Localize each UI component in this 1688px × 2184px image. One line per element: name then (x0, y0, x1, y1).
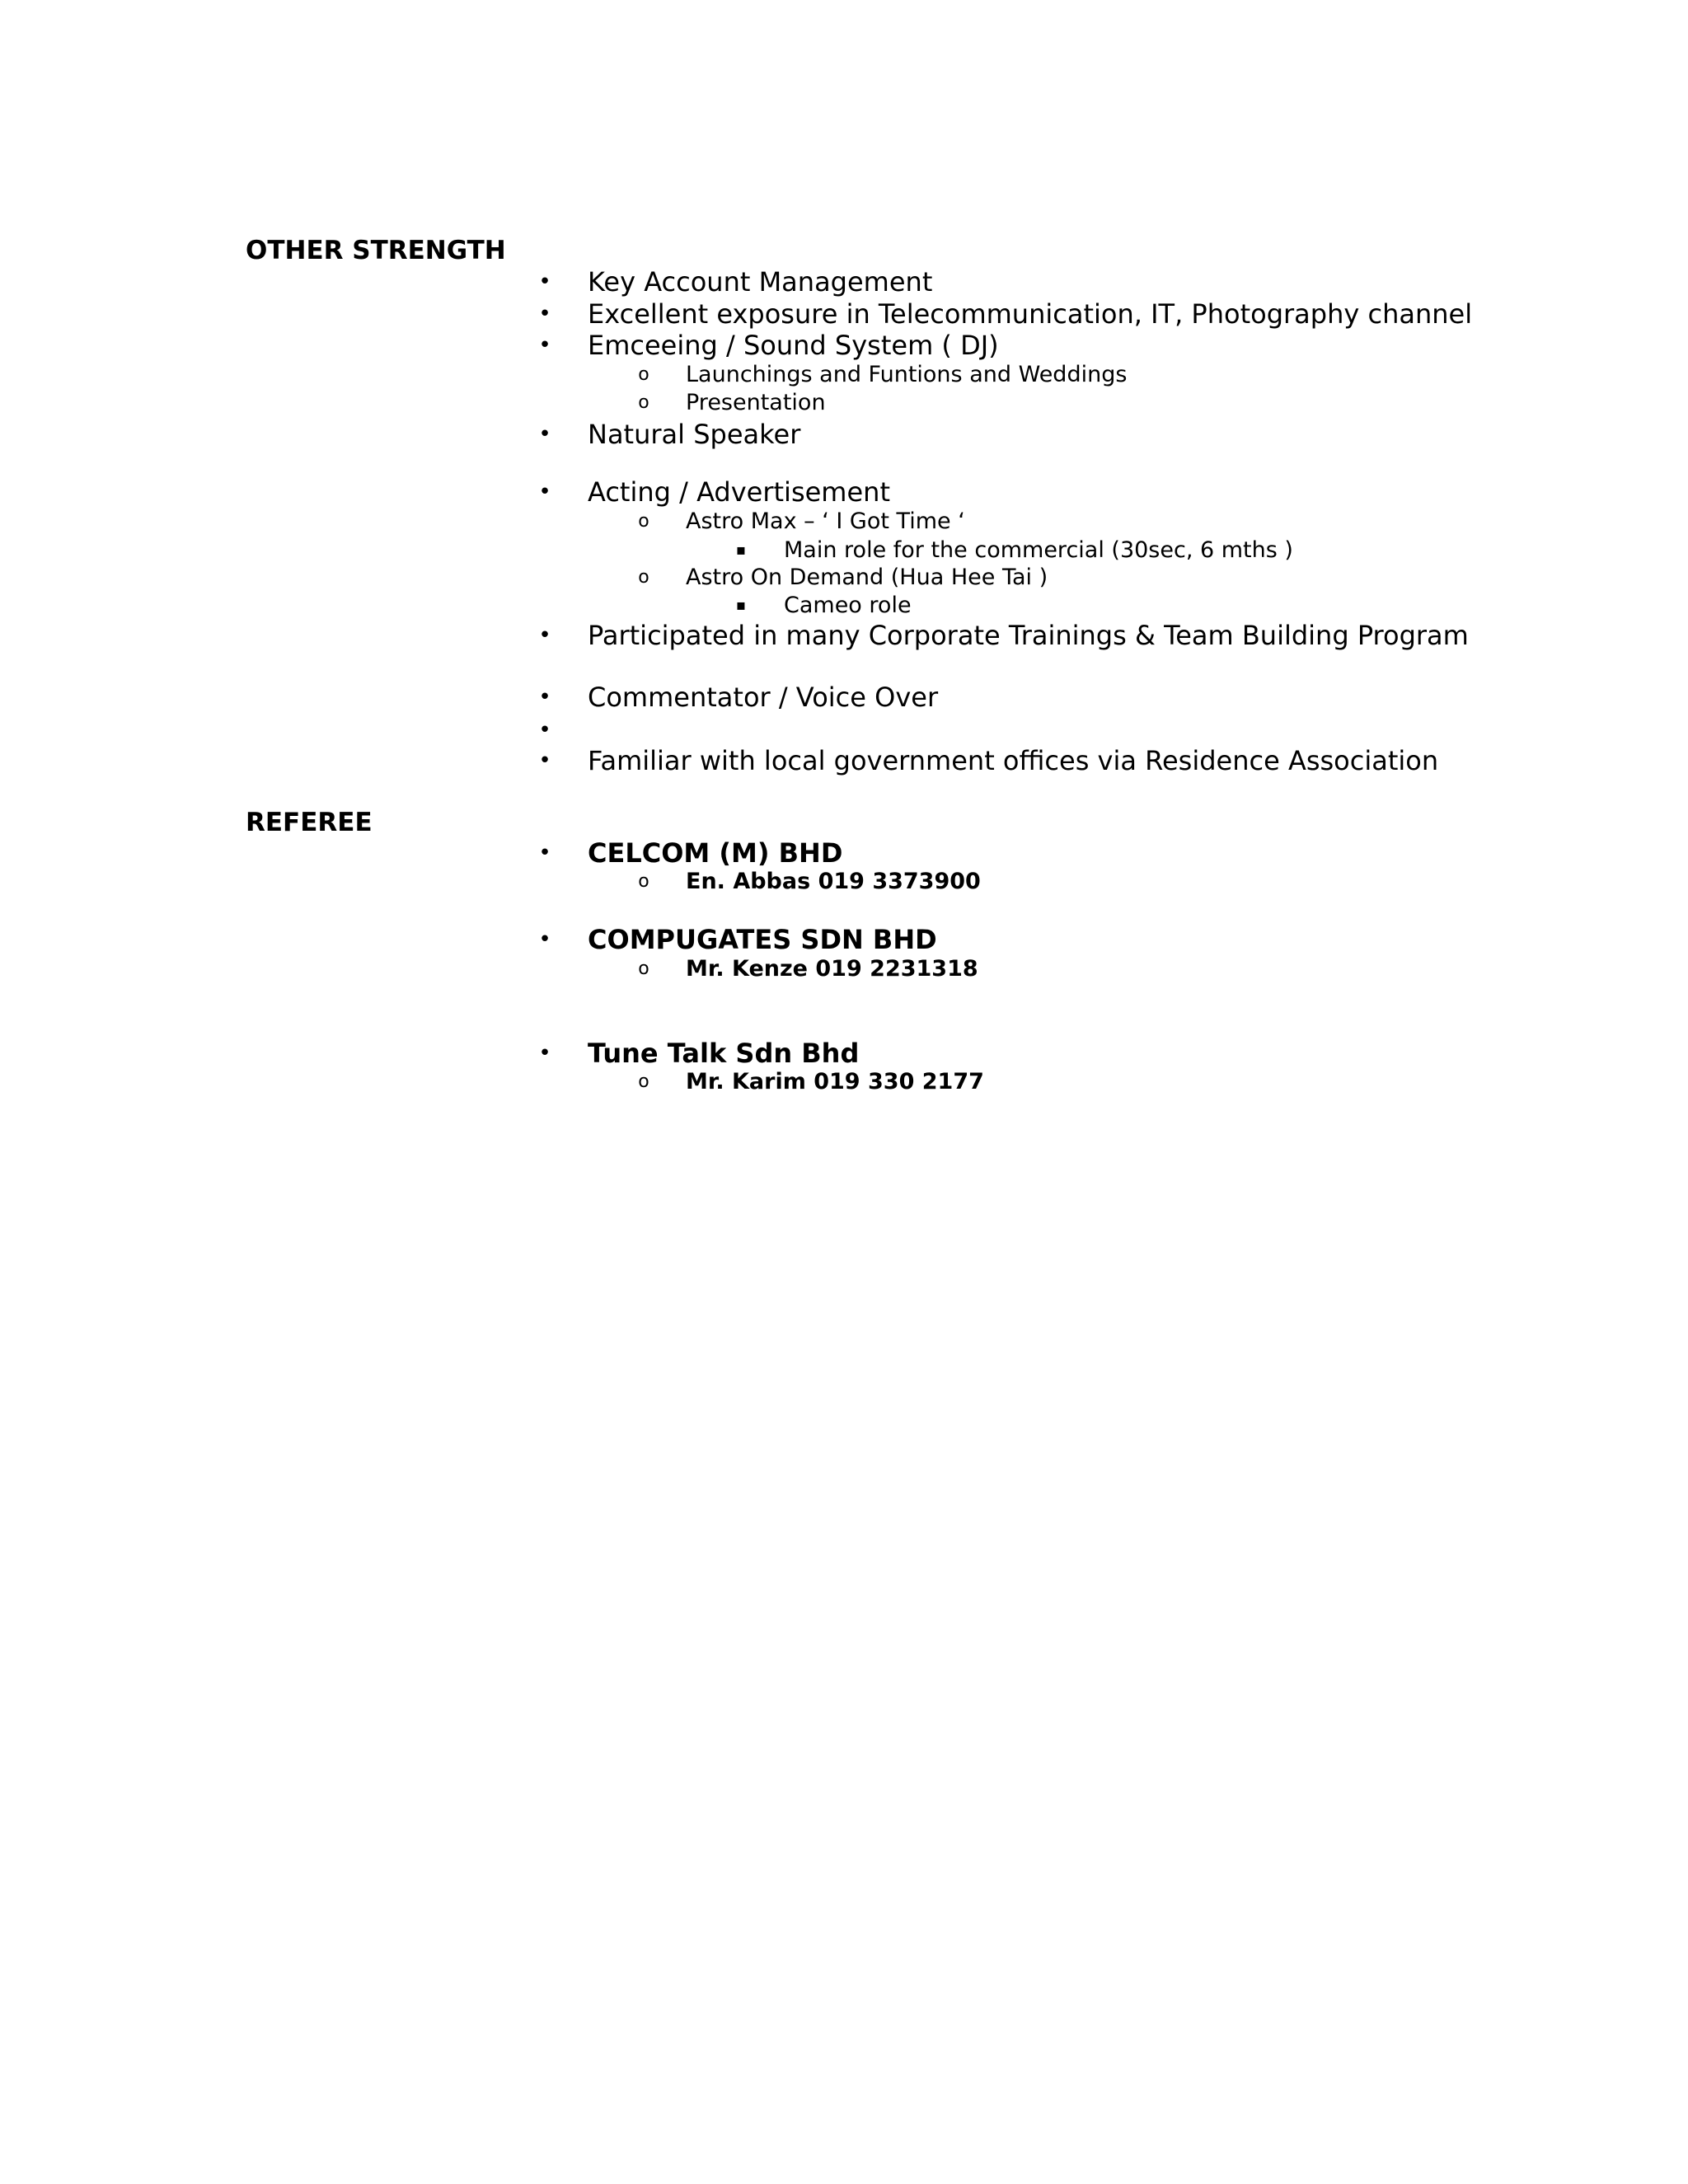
strength-item-text: Emceeing / Sound System ( DJ) (588, 330, 999, 361)
circle-bullet-icon: o (638, 1071, 649, 1092)
bullet-icon: • (538, 748, 551, 773)
circle-bullet-icon: o (638, 871, 649, 892)
referee-contact-text: En. Abbas 019 3373900 (686, 869, 981, 894)
strength-subsubitem-text: Main role for the commercial (30sec, 6 mths ) (784, 537, 1293, 563)
bullet-icon: • (538, 1041, 551, 1066)
circle-bullet-icon: o (638, 511, 649, 532)
strength-item-text: Natural Speaker (588, 419, 801, 450)
bullet-icon: • (538, 302, 551, 326)
bullet-icon: • (538, 269, 551, 294)
strength-item-text: Acting / Advertisement (588, 476, 890, 508)
square-bullet-icon: ▪ (735, 541, 747, 559)
circle-bullet-icon: o (638, 364, 649, 385)
strength-subitem-text: Launchings and Funtions and Weddings (686, 362, 1128, 387)
circle-bullet-icon: o (638, 958, 649, 979)
strength-subsubitem-text: Cameo role (784, 593, 912, 618)
referee-company-name: CELCOM (M) BHD (588, 837, 843, 869)
strength-item-text: Commentator / Voice Over (588, 682, 939, 713)
bullet-icon: • (538, 927, 551, 952)
referee-contact-text: Mr. Karim 019 330 2177 (686, 1069, 984, 1094)
referee-company-name: Tune Talk Sdn Bhd (588, 1038, 860, 1069)
bullet-icon: • (538, 623, 551, 648)
circle-bullet-icon: o (638, 392, 649, 413)
referee-contact-text: Mr. Kenze 019 2231318 (686, 956, 978, 982)
section-heading-referee: REFEREE (246, 808, 373, 837)
strength-item-text: Excellent exposure in Telecommunication, IT, Photography channel (588, 298, 1473, 330)
bullet-icon: • (538, 333, 551, 358)
strength-item-text: Key Account Management (588, 266, 933, 298)
strength-subitem-text: Astro Max – ‘ I Got Time ‘ (686, 509, 965, 534)
bullet-icon: • (538, 685, 551, 710)
bullet-icon: • (538, 422, 551, 447)
circle-bullet-icon: o (638, 567, 649, 588)
referee-company-name: COMPUGATES SDN BHD (588, 924, 937, 955)
bullet-icon: • (538, 841, 551, 865)
strength-item-text: Familiar with local government offices via Residence Association (588, 745, 1439, 776)
strength-item-text: Participated in many Corporate Trainings & Team Building Program (588, 620, 1469, 651)
strength-subitem-text: Presentation (686, 390, 826, 415)
section-heading-other-strength: OTHER STRENGTH (246, 236, 506, 265)
square-bullet-icon: ▪ (735, 597, 747, 614)
strength-subitem-text: Astro On Demand (Hua Hee Tai ) (686, 565, 1048, 590)
bullet-icon: • (538, 718, 551, 743)
bullet-icon: • (538, 480, 551, 504)
